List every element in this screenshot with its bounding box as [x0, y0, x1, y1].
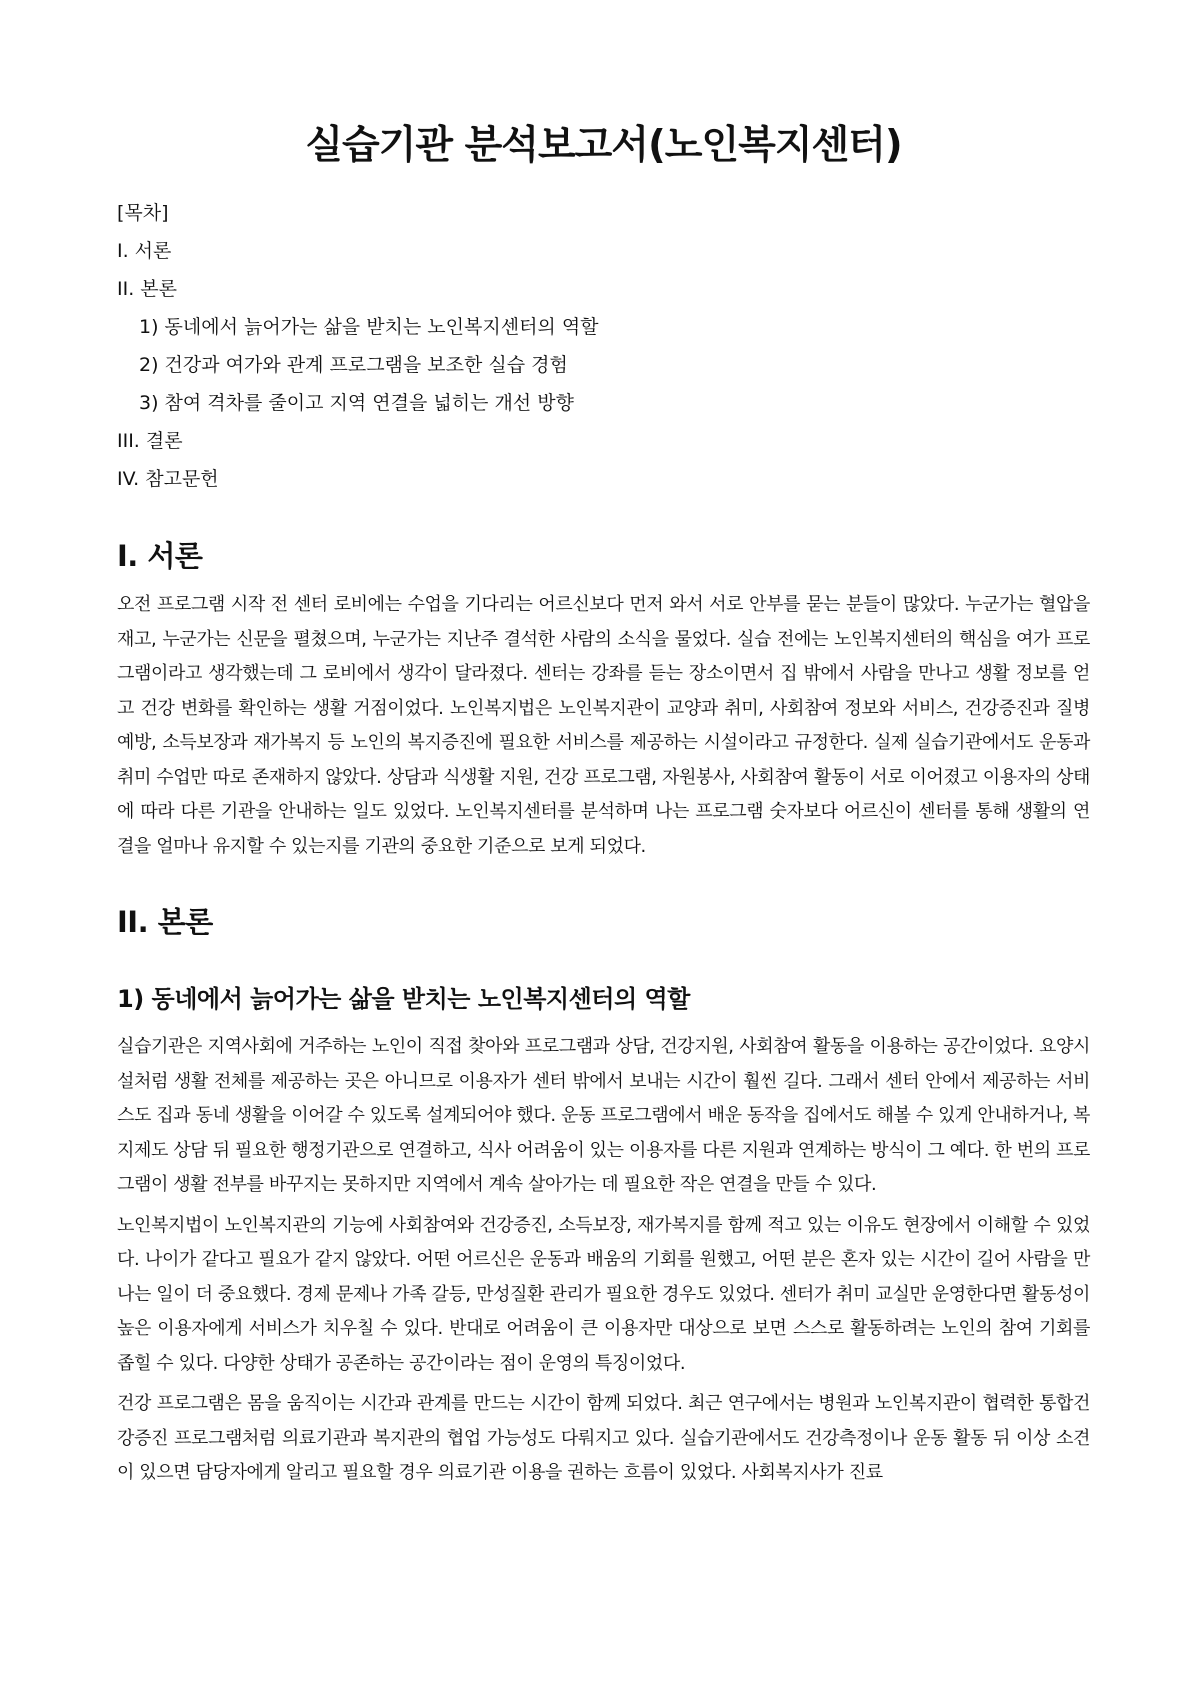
table-of-contents — [117, 194, 1090, 498]
body-paragraph: 실습기관은 지역사회에 거주하는 노인이 직접 찾아와 프로그램과 상담, 건강지원, 사회참여 활동을 이용하는 공간이었다. 요양시설처럼 생활 전체를 제공하는 곳은 아니므로 이용자가 센터 밖에서 보내는 시간이 훨씬 길다. 그래서 센터 안에서 제공하는 서비스도 집과 동네 생활을 이어갈 수 있도록 설계되어야 했다. 운동 프로그램에서 배운 동작을 집에서도 해볼 수 있게 안내하거나, 복지제도 상담 뒤 필요한 행정기관으로 연결하고, 식사 어려움이 있는 이용자를 다른 지원과 연계하는 방식이 그 예다. 한 번의 프로그램이 생활 전부를 바꾸지는 못하지만 지역에서 계속 살아가는 데 필요한 작은 연결을 만들 수 있다. — [117, 1036, 1090, 1195]
toc-item-body-2: 2) 건강과 여가와 관계 프로그램을 보조한 실습 경험 — [139, 354, 568, 376]
subsection-title-1: 1) 동네에서 늙어가는 삶을 받치는 노인복지센터의 역할 — [117, 985, 690, 1013]
toc-item-body: II. 본론 — [117, 278, 177, 300]
section-title-intro: I. 서론 — [117, 539, 203, 573]
document-title: 실습기관 분석보고서(노인복지센터) — [305, 123, 902, 168]
toc-item-intro: I. 서론 — [117, 240, 172, 262]
toc-item-references: IV. 참고문헌 — [117, 468, 219, 490]
intro-paragraph: 오전 프로그램 시작 전 센터 로비에는 수업을 기다리는 어르신보다 먼저 와서 서로 안부를 묻는 분들이 많았다. 누군가는 혈압을 재고, 누군가는 신문을 펼쳤으며, 누군가는 지난주 결석한 사람의 소식을 물었다. 실습 전에는 노인복지센터의 핵심을 여가 프로그램이라고 생각했는데 그 로비에서 생각이 달라졌다. 센터는 강좌를 듣는 장소이면서 집 밖에서 사람을 만나고 생활 정보를 얻고 건강 변화를 확인하는 생활 거점이었다. 노인복지법은 노인복지관이 교양과 취미, 사회참여 정보와 서비스, 건강증진과 질병예방, 소득보장과 재가복지 등 노인의 복지증진에 필요한 서비스를 제공하는 시설이라고 규정한다. 실제 실습기관에서도 운동과 취미 수업만 따로 존재하지 않았다. 상담과 식생활 지원, 건강 프로그램, 자원봉사, 사회참여 활동이 서로 이어졌고 이용자의 상태에 따라 다른 기관을 안내하는 일도 있었다. 노인복지센터를 분석하며 나는 프로그램 숫자보다 어르신이 센터를 통해 생활의 연결을 얼마나 유지할 수 있는지를 기관의 중요한 기준으로 보게 되었다. — [117, 594, 1090, 857]
body-paragraph: 노인복지법이 노인복지관의 기능에 사회참여와 건강증진, 소득보장, 재가복지를 함께 적고 있는 이유도 현장에서 이해할 수 있었다. 나이가 같다고 필요가 같지 않았다. 어떤 어르신은 운동과 배움의 기회를 원했고, 어떤 분은 혼자 있는 시간이 길어 사람을 만나는 일이 더 중요했다. 경제 문제나 가족 갈등, 만성질환 관리가 필요한 경우도 있었다. 센터가 취미 교실만 운영한다면 활동성이 높은 이용자에게 서비스가 치우칠 수 있다. 반대로 어려움이 큰 이용자만 대상으로 보면 스스로 활동하려는 노인의 참여 기회를 좁힐 수 있다. 다양한 상태가 공존하는 공간이라는 점이 운영의 특징이었다. — [117, 1214, 1090, 1374]
body-paragraph: 건강 프로그램은 몸을 움직이는 시간과 관계를 만드는 시간이 함께 되었다. 최근 연구에서는 병원과 노인복지관이 협력한 통합건강증진 프로그램처럼 의료기관과 복지관의 협업 가능성도 다뤄지고 있다. 실습기관에서도 건강측정이나 운동 활동 뒤 이상 소견이 있으면 담당자에게 알리고 필요할 경우 의료기관 이용을 권하는 흐름이 있었다. 사회복지사가 진료 — [117, 1393, 1090, 1483]
toc-item-body-1: 1) 동네에서 늙어가는 삶을 받치는 노인복지센터의 역할 — [139, 316, 599, 338]
section-title-body: II. 본론 — [117, 905, 213, 939]
toc-item-conclusion: III. 결론 — [117, 430, 183, 452]
toc-heading: [목차] — [117, 202, 169, 224]
toc-item-body-3: 3) 참여 격차를 줄이고 지역 연결을 넓히는 개선 방향 — [139, 392, 574, 414]
